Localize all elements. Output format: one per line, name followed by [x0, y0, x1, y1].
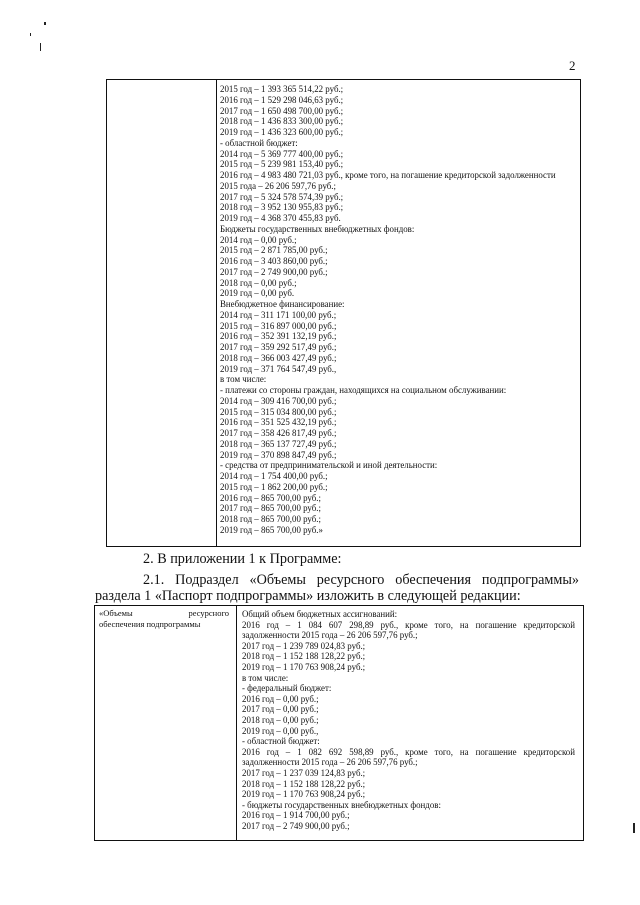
table-line: 2017 год – 359 292 517,49 руб.;: [220, 342, 337, 352]
table-line: 2015 год – 1 862 200,00 руб.;: [220, 481, 328, 492]
table-line: задолженности 2015 года – 26 206 597,76 руб.;: [242, 757, 418, 768]
label-line: [99, 608, 229, 619]
table-line: 2015 год – 316 897 000,00 руб.;: [220, 320, 337, 331]
table-line: 2019 год – 1 170 763 908,24 руб.;: [242, 789, 366, 800]
table-line: 2017 год – 1 650 498 700,00 руб.;: [220, 105, 344, 116]
table-line: 2015 года – 26 206 597,76 руб.;: [220, 180, 336, 191]
page-number: 2: [569, 58, 576, 73]
table-line: 2018 год – 3 952 130 955,83 руб.;: [220, 202, 344, 213]
table-line: 2017 год – 0,00 руб.;: [242, 704, 319, 715]
table-line: 2016 год – 1 529 298 046,63 руб.;: [220, 94, 344, 105]
table-line: 2015 год – 5 239 981 153,40 руб.;: [220, 159, 344, 170]
table-line: 2018 год – 1 436 833 300,00 руб.;: [220, 116, 344, 127]
table-line: 2018 год – 865 700,00 руб.;: [220, 514, 321, 524]
table-line: 2019 год – 0,00 руб.: [220, 288, 295, 299]
table-line: 2016 год – 0,00 руб.;: [242, 693, 319, 704]
scan-speck: [44, 22, 46, 25]
scan-speck: [40, 43, 41, 51]
table-line: 2015 год – 315 034 800,00 руб.;: [220, 406, 337, 417]
table-line: 2016 год – 1 914 700,00 руб.;: [242, 810, 350, 821]
table-line: - областной бюджет:: [242, 736, 320, 747]
table-line: 2017 год – 1 237 039 124,83 руб.;: [242, 767, 366, 778]
table-line: 2017 год – 5 324 578 574,39 руб.;: [220, 191, 344, 202]
table-line: в том числе:: [242, 672, 289, 683]
table-column-divider: [236, 606, 237, 840]
table-line: 2016 год – 1 084 607 298,89 руб., кроме того, на погашение кредиторской: [242, 619, 575, 630]
table-line: 2016 год – 4 983 480 721,03 руб., кроме того, на погашение кредиторской задолженности: [220, 170, 556, 180]
scan-speck: [30, 33, 31, 36]
resources-details-cell: [242, 609, 575, 831]
table-line: 2019 год – 865 700,00 руб.»: [220, 524, 323, 535]
table-line: 2018 год – 365 137 727,49 руб.;: [220, 438, 337, 449]
table-line: 2018 год – 1 152 188 128,22 руб.;: [242, 778, 366, 789]
table-line: - федеральный бюджет:: [242, 683, 332, 694]
table-line: Общий объем бюджетных ассигнований:: [242, 609, 398, 619]
label-line: обеспечения подпрограммы: [99, 619, 201, 629]
table-line: 2015 год – 1 393 365 514,22 руб.;: [220, 84, 344, 94]
table-line: - платежи со стороны граждан, находящихся на социальном обслуживании:: [220, 385, 507, 395]
table-line: 2019 год – 370 898 847,49 руб.;: [220, 449, 337, 460]
table-line: 2017 год – 1 239 789 024,83 руб.;: [242, 640, 366, 651]
table-line: 2017 год – 865 700,00 руб.;: [220, 503, 321, 514]
table-line: 2019 год – 1 436 323 600,00 руб.;: [220, 127, 344, 137]
funding-details-cell: [220, 84, 578, 536]
table-column-divider: [216, 80, 217, 546]
paragraph-appendix-1: 2. В приложении 1 к Программе:: [143, 551, 342, 567]
paragraph-2-1-line-1: 2.1. Подраздел «Объемы ресурсного обеспечения подпрограммы»: [143, 572, 579, 588]
table-line: - бюджеты государственных внебюджетных фондов:: [242, 799, 441, 810]
table-line: 2019 год – 0,00 руб.,: [242, 725, 319, 736]
table-line: 2018 год – 0,00 руб.;: [242, 714, 319, 725]
table-line: 2017 год – 2 749 900,00 руб.;: [220, 266, 328, 277]
table-line: 2018 год – 1 152 188 128,22 руб.;: [242, 651, 366, 662]
table-line: 2014 год – 309 416 700,00 руб.;: [220, 395, 337, 406]
table-line: 2018 год – 366 003 427,49 руб.;: [220, 352, 337, 363]
resources-label-cell: [99, 608, 229, 630]
label-word: «Объемы: [99, 608, 133, 618]
table-line: 2014 год – 311 171 100,00 руб.;: [220, 309, 337, 320]
table-line: 2019 год – 4 368 370 455,83 руб.: [220, 213, 341, 223]
table-line: - областной бюджет:: [220, 137, 298, 148]
table-line: задолженности 2015 года – 26 206 597,76 руб.;: [242, 630, 418, 641]
label-word: ресурсного: [188, 608, 229, 618]
table-line: 2018 год – 0,00 руб.;: [220, 277, 297, 288]
paragraph-2-1-line-2: раздела 1 «Паспорт подпрограммы» изложить в следующей редакции:: [95, 588, 521, 604]
scan-speck: [633, 823, 635, 833]
table-line: Внебюджетное финансирование:: [220, 299, 345, 309]
subprogram-resources-table: [94, 605, 584, 841]
table-line: 2015 год – 2 871 785,00 руб.;: [220, 245, 328, 256]
table-line: 2014 год – 0,00 руб.;: [220, 234, 297, 245]
table-line: 2016 год – 3 403 860,00 руб.;: [220, 256, 328, 266]
table-line: 2014 год – 5 369 777 400,00 руб.;: [220, 148, 344, 159]
table-line: 2019 год – 1 170 763 908,24 руб.;: [242, 661, 366, 672]
table-line: в том числе:: [220, 374, 267, 385]
table-line: 2016 год – 352 391 132,19 руб.;: [220, 331, 337, 342]
table-line: 2016 год – 1 082 692 598,89 руб., кроме того, на погашение кредиторской: [242, 746, 575, 757]
table-line: Бюджеты государственных внебюджетных фондов:: [220, 223, 415, 234]
table-line: 2019 год – 371 764 547,49 руб.,: [220, 363, 337, 374]
funding-table-continued: [106, 79, 581, 547]
table-line: 2017 год – 2 749 900,00 руб.;: [242, 820, 350, 831]
table-line: 2017 год – 358 426 817,49 руб.;: [220, 428, 337, 438]
table-line: - средства от предпринимательской и иной деятельности:: [220, 460, 438, 471]
table-line: 2014 год – 1 754 400,00 руб.;: [220, 471, 328, 481]
table-line: 2016 год – 865 700,00 руб.;: [220, 492, 321, 503]
table-line: 2016 год – 351 525 432,19 руб.;: [220, 417, 337, 428]
